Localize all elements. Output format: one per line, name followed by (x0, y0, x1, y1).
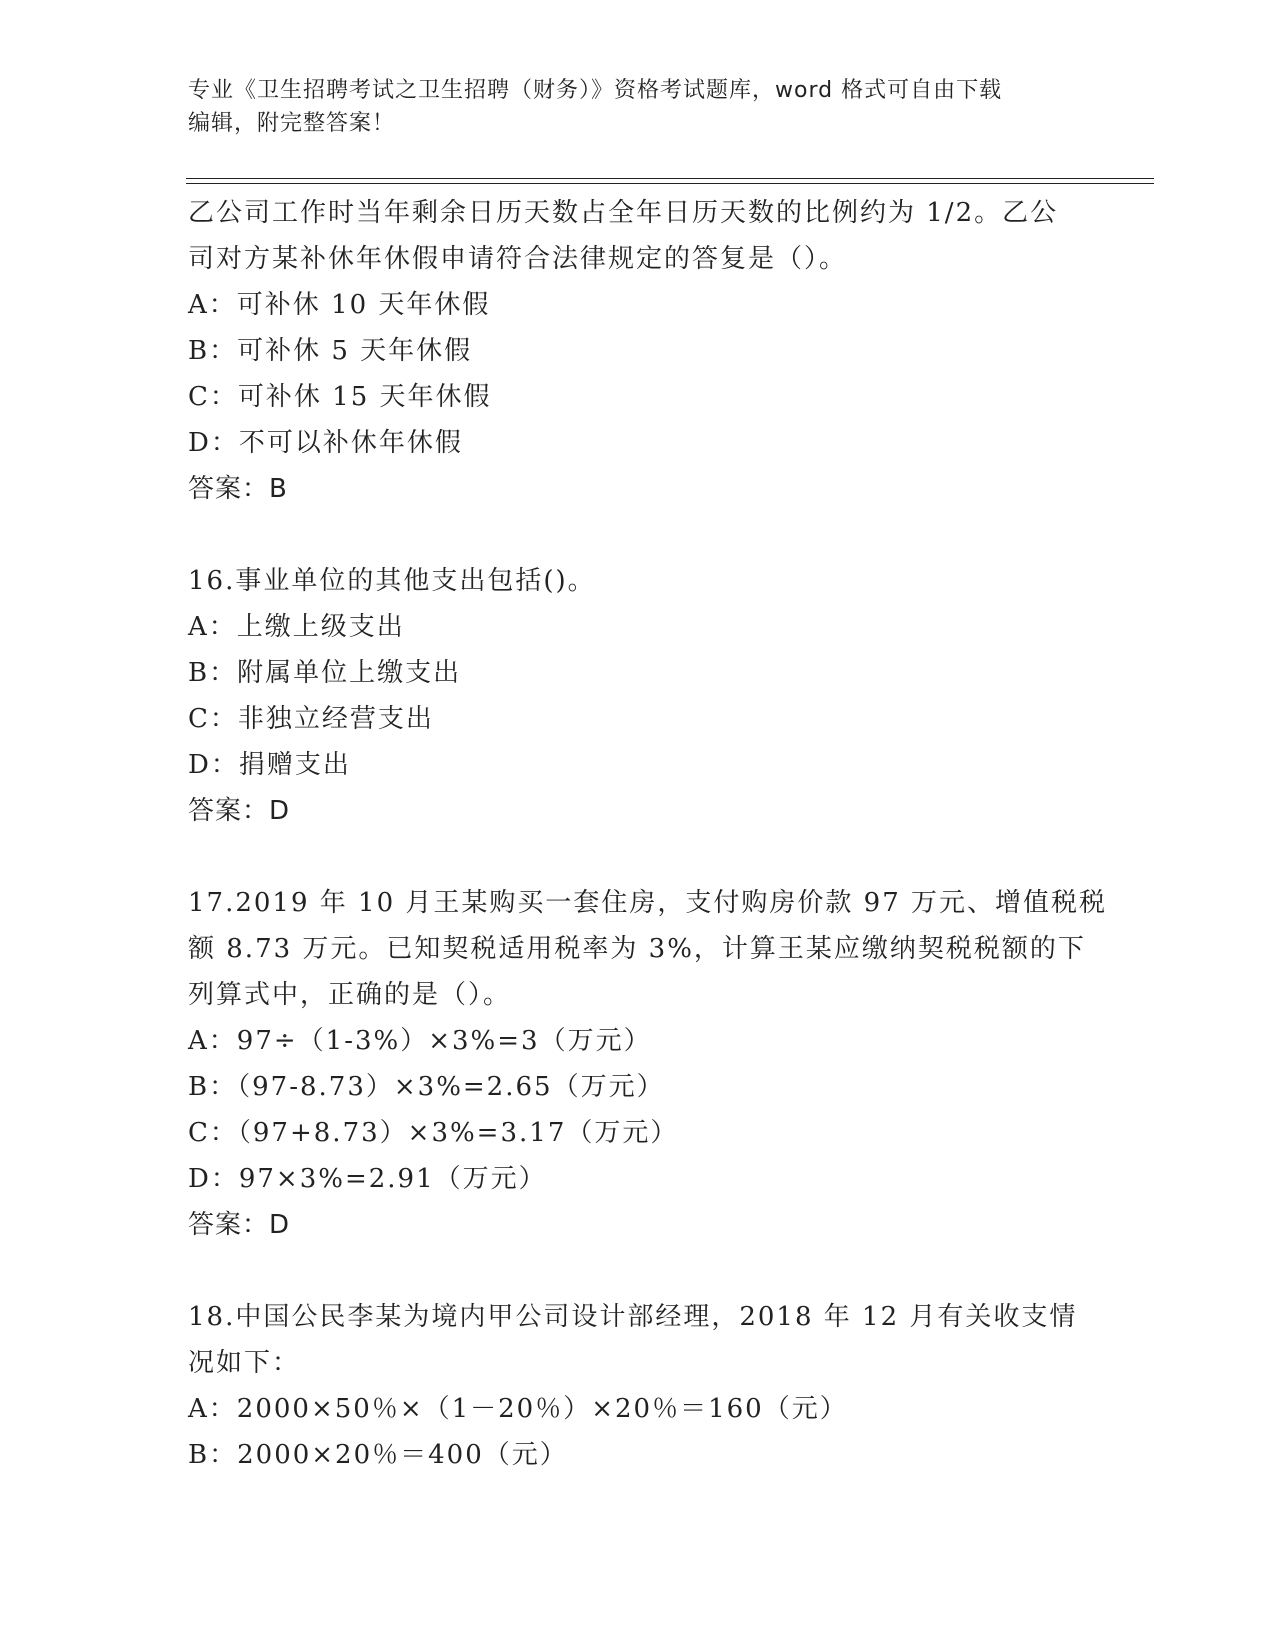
question-stem (188, 880, 1108, 1018)
question-15 (188, 190, 1088, 512)
option-a: A：上缴上级支出 (188, 612, 405, 642)
answer-line: 答案：D (188, 1210, 291, 1240)
option-d: D：捐赠支出 (188, 750, 351, 780)
header-line-2: 编辑，附完整答案！ (188, 111, 396, 136)
header-rule-top (186, 178, 1154, 179)
question-17 (188, 880, 1108, 1248)
option-d: D：97×3%=2.91（万元） (188, 1164, 547, 1194)
question-stem (188, 190, 1088, 282)
option-c: C：（97+8.73）×3%=3.17（万元） (188, 1118, 679, 1148)
question-16 (188, 558, 1088, 834)
answer-line: 答案：D (188, 796, 291, 826)
stem-line: 况如下： (188, 1348, 301, 1378)
header-line-1: 专业《卫生招聘考试之卫生招聘（财务）》资格考试题库，word 格式可自由下载 (188, 78, 1003, 103)
option-c: C：可补休 15 天年休假 (188, 382, 492, 412)
stem-line: 列算式中，正确的是（）。 (188, 980, 512, 1010)
stem-line: 17.2019 年 10 月王某购买一套住房，支付购房价款 97 万元、增值税税 (188, 888, 1108, 918)
option-a: A：97÷（1-3%）×3%=3（万元） (188, 1026, 652, 1056)
document-header (188, 74, 1068, 140)
option-a: A：可补休 10 天年休假 (188, 290, 491, 320)
option-d: D：不可以补休年休假 (188, 428, 463, 458)
header-rule-bottom (186, 183, 1154, 184)
stem-line: 18.中国公民李某为境内甲公司设计部经理，2018 年 12 月有关收支情 (188, 1302, 1078, 1332)
stem-line: 司对方某补休年休假申请符合法律规定的答复是（）。 (188, 244, 848, 274)
stem-line: 乙公司工作时当年剩余日历天数占全年日历天数的比例约为 1/2。乙公 (188, 198, 1059, 228)
option-b: B：可补休 5 天年休假 (188, 336, 473, 366)
stem-line: 额 8.73 万元。已知契税适用税率为 3%，计算王某应缴纳契税税额的下 (188, 934, 1086, 964)
option-b: B：2000×20％＝400（元） (188, 1440, 568, 1470)
question-list (188, 190, 1108, 1478)
question-stem (188, 558, 1088, 604)
option-b: B：（97-8.73）×3%=2.65（万元） (188, 1072, 665, 1102)
stem-line: 16.事业单位的其他支出包括()。 (188, 566, 596, 596)
option-c: C：非独立经营支出 (188, 704, 434, 734)
question-stem (188, 1294, 1088, 1386)
answer-line: 答案：B (188, 474, 288, 504)
question-18 (188, 1294, 1088, 1478)
option-b: B：附属单位上缴支出 (188, 658, 462, 688)
option-a: A：2000×50％×（1－20％）×20％＝160（元） (188, 1394, 848, 1424)
